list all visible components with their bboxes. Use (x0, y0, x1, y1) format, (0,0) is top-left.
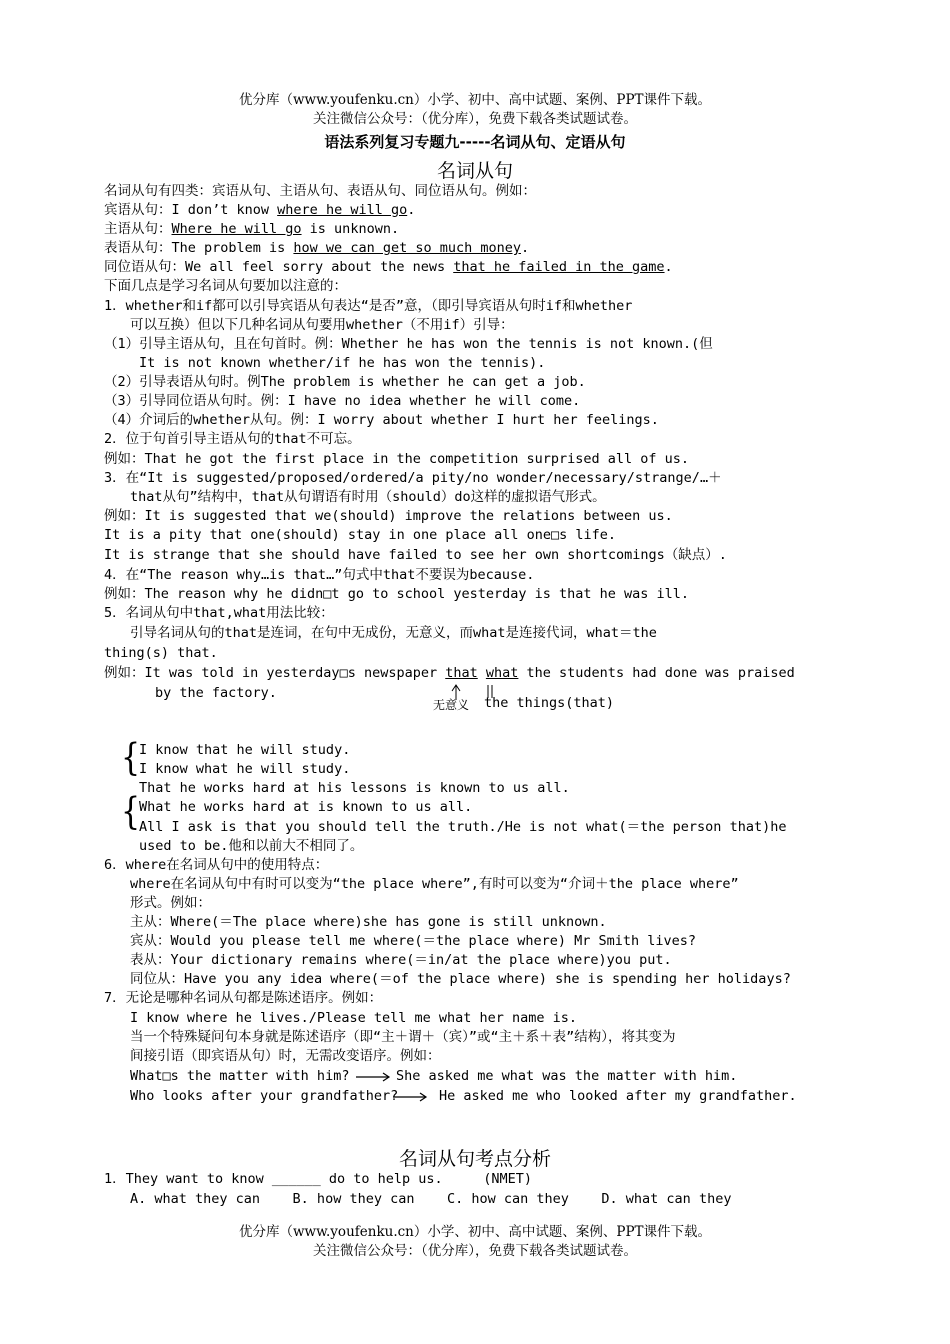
point-1-line-2: 可以互换）但以下几种名词从句要用whether（不用if）引导： (130, 317, 514, 333)
point-7-example-2-indirect: He asked me who looked after my grandfather. (439, 1088, 797, 1104)
example-predicative-clause: 表语从句：The problem is how we can get so much money. (104, 240, 530, 256)
point-2-example: 例如：That he got the first place in the competition surprised all of us. (104, 451, 690, 467)
group-2-example-c-cont: used to be.他和以前大不相同了。 (139, 838, 364, 854)
that-annotation: 无意义 (433, 698, 470, 712)
point-7-example-1-direct: What□s the matter with him? (130, 1068, 350, 1084)
point-2-line-1: 2．位于句首引导主语从句的that不可忘。 (104, 431, 361, 447)
point-6-example-1: 主从：Where(＝The place where)she has gone is still unknown. (130, 914, 607, 930)
document-title: 语法系列复习专题九-----名词从句、定语从句 (324, 133, 626, 151)
intro-text: 名词从句有四类：宾语从句、主语从句、表语从句、同位语从句。例如： (104, 183, 536, 199)
header-line-2: 关注微信公众号：（优分库），免费下载各类试题试卷。 (313, 111, 637, 127)
point-6-example-2: 宾从：Would you please tell me where(＝the place where) Mr Smith lives? (130, 933, 697, 949)
section-title-analysis: 名词从句考点分析 (398, 1148, 551, 1170)
point-5-example-cont: by the factory. (155, 685, 277, 701)
point-7-line-2: I know where he lives./Please tell me what her name is. (130, 1010, 578, 1026)
point-5-line-3: thing(s) that. (104, 645, 218, 661)
example-subject-clause: 主语从句：Where he will go is unknown. (104, 221, 400, 237)
point-3-line-2: that从句”结构中，that从句谓语有时用（should）do这样的虚拟语气形式。 (130, 489, 606, 505)
group-2-brace: { (121, 790, 141, 834)
group-2-example-b: What he works hard at is known to us all. (139, 799, 473, 815)
point-3-example-2: It is a pity that one(should) stay in one place all one□s life. (104, 527, 617, 543)
point-5-line-1: 5．名词从句中that,what用法比较： (104, 605, 334, 621)
section-title-noun-clauses: 名词从句 (436, 160, 513, 182)
notes-intro: 下面几点是学习名词从句要加以注意的： (104, 278, 347, 294)
group-2-example-c: All I ask is that you should tell the truth./He is not what(＝the person that)he (139, 819, 787, 835)
point-1-sub-4: （4）介词后的whether从句。例：I worry about whether I hurt her feelings. (104, 412, 659, 428)
arrow-icon (355, 1071, 391, 1083)
group-1-example-b: I know what he will study. (139, 761, 351, 777)
point-6-line-2: where在名词从句中有时可以变为“the place where”,有时可以变为“介词＋the place where” (130, 876, 739, 892)
footer-line-1: 优分库（www.youfenku.cn）小学、初中、高中试题、案例、PPT课件下载。 (238, 1224, 712, 1240)
point-3-line-1: 3．在“It is suggested/proposed/ordered/a pity/no wonder/necessary/strange/…＋ (104, 470, 722, 486)
point-1-sub-1-cont: It is not known whether/if he has won the tennis). (139, 355, 546, 371)
point-1-sub-2: （2）引导表语从句时。例The problem is whether he can get a job. (104, 374, 586, 390)
footer-line-2: 关注微信公众号：（优分库），免费下载各类试题试卷。 (313, 1243, 637, 1259)
point-6-example-3: 表从：Your dictionary remains where(＝in/at the place where)you put. (130, 952, 672, 968)
group-2-example-a: That he works hard at his lessons is known to us all. (139, 780, 570, 796)
point-6-example-4: 同位从：Have you any idea where(＝of the place where) she is spending her holidays? (130, 971, 791, 987)
point-1-sub-1: （1）引导主语从句，且在句首时。例：Whether he has won the tennis is not known.(但 (104, 336, 713, 352)
question-1-stem: 1．They want to know ______ do to help us. (NMET) (104, 1171, 533, 1187)
point-7-line-1: 7．无论是哪种名词从句都是陈述语序。例如： (104, 990, 383, 1006)
point-7-example-2-direct: Who looks after your grandfather? (130, 1088, 399, 1104)
example-object-clause: 宾语从句：I don’t know where he will go. (104, 202, 416, 218)
point-6-line-1: 6．where在名词从句中的使用特点： (104, 857, 329, 873)
question-1-options: A. what they can B. how they can C. how can they D. what can they (130, 1191, 732, 1207)
group-1-example-a: I know that he will study. (139, 742, 351, 758)
point-7-line-4: 间接引语（即宾语从句）时，无需改变语序。例如： (130, 1048, 441, 1064)
point-7-line-3: 当一个特殊疑问句本身就是陈述语序（即“主＋谓＋（宾）”或“主＋系＋表”结构），将其变为 (130, 1029, 676, 1045)
point-6-line-3: 形式。例如： (130, 895, 211, 911)
point-4-example: 例如：The reason why he didn□t go to school yesterday is that he was ill. (104, 586, 690, 602)
what-annotation: the things(that) (484, 695, 615, 711)
point-3-example-1: 例如：It is suggested that we(should) improve the relations between us. (104, 508, 673, 524)
point-5-line-2: 引导名词从句的that是连词，在句中无成份，无意义，而what是连接代词，what＝the (130, 625, 657, 641)
point-1-line-1: 1．whether和if都可以引导宾语从句表达“是否”意，（即引导宾语从句时if和whether (104, 298, 633, 314)
point-4-line-1: 4．在“The reason why…is that…”句式中that不要误为because. (104, 567, 535, 583)
arrow-icon (392, 1091, 428, 1103)
point-1-sub-3: （3）引导同位语从句时。例：I have no idea whether he will come. (104, 393, 581, 409)
point-7-example-1-indirect: She asked me what was the matter with him. (396, 1068, 738, 1084)
point-3-example-3: It is strange that she should have failed to see her own shortcomings（缺点）. (104, 547, 727, 563)
header-line-1: 优分库（www.youfenku.cn）小学、初中、高中试题、案例、PPT课件下载。 (238, 92, 712, 108)
example-appositive-clause: 同位语从句：We all feel sorry about the news that he failed in the game. (104, 259, 673, 275)
group-1-brace: { (121, 736, 141, 780)
point-5-example: 例如：It was told in yesterday□s newspaper that what the students had done was praised (104, 665, 795, 681)
